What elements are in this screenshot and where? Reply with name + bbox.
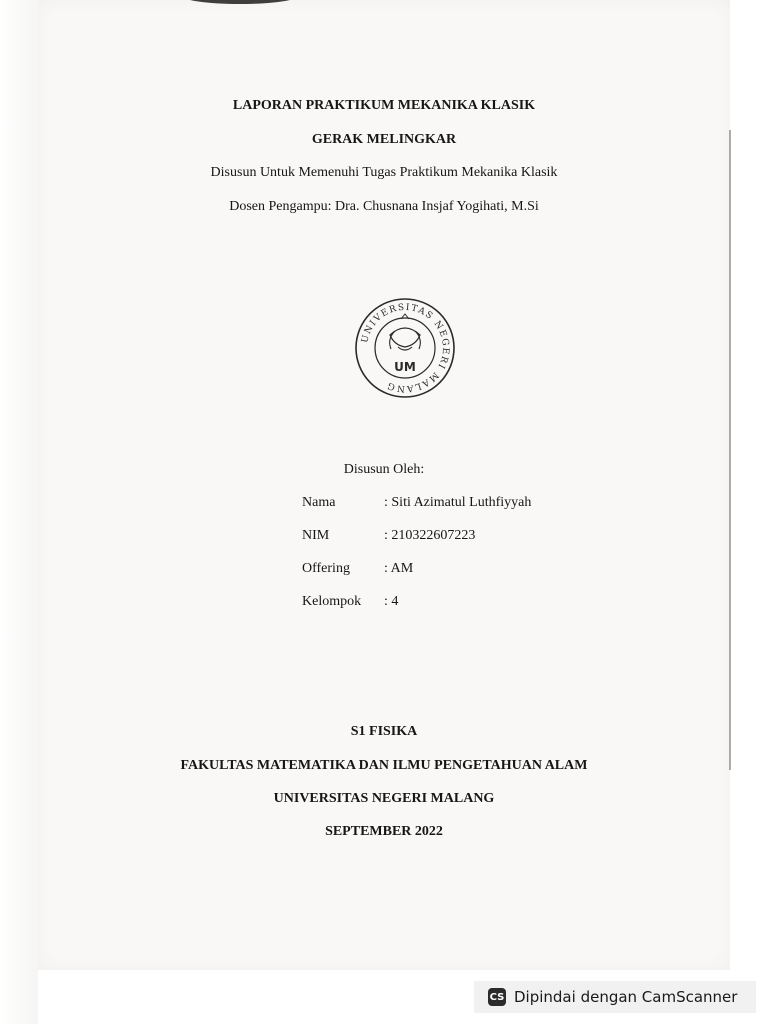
study-program: S1 FISIKA xyxy=(350,724,418,739)
logo-ring-text: UNIVERSITAS NEGERI MALANG xyxy=(360,302,451,394)
field-value-nim: : 210322607223 xyxy=(384,528,476,543)
camscanner-text: Dipindai dengan CamScanner xyxy=(514,988,738,1006)
lecturer-line: Dosen Pengampu: Dra. Chusnana Insjaf Yogihati, M.Si xyxy=(229,199,539,214)
faculty-name: FAKULTAS MATEMATIKA DAN ILMU PENGETAHUAN ALAM xyxy=(180,758,588,773)
university-logo-icon xyxy=(354,297,456,399)
report-date: SEPTEMBER 2022 xyxy=(325,824,443,839)
camscanner-watermark xyxy=(474,981,756,1013)
logo-monogram: UM xyxy=(394,360,416,374)
field-value-offering: : AM xyxy=(384,561,414,576)
field-label-nama: Nama xyxy=(302,495,336,510)
field-label-kelompok: Kelompok xyxy=(302,594,362,609)
report-topic: GERAK MELINGKAR xyxy=(311,132,457,147)
paper-edge xyxy=(729,130,731,770)
scan-margin xyxy=(0,0,38,1024)
university-name: UNIVERSITAS NEGERI MALANG xyxy=(273,791,495,806)
author-heading: Disusun Oleh: xyxy=(343,462,425,477)
field-value-nama: : Siti Azimatul Luthfiyyah xyxy=(384,495,532,510)
svg-text:UNIVERSITAS NEGERI MALANG xyxy=(360,303,450,393)
report-title: LAPORAN PRAKTIKUM MEKANIKA KLASIK xyxy=(232,98,536,113)
camscanner-icon: CS xyxy=(488,988,506,1006)
report-purpose: Disusun Untuk Memenuhi Tugas Praktikum Mekanika Klasik xyxy=(210,165,558,180)
field-value-kelompok: : 4 xyxy=(384,594,399,609)
field-label-nim: NIM xyxy=(302,528,330,543)
field-label-offering: Offering xyxy=(302,561,350,576)
